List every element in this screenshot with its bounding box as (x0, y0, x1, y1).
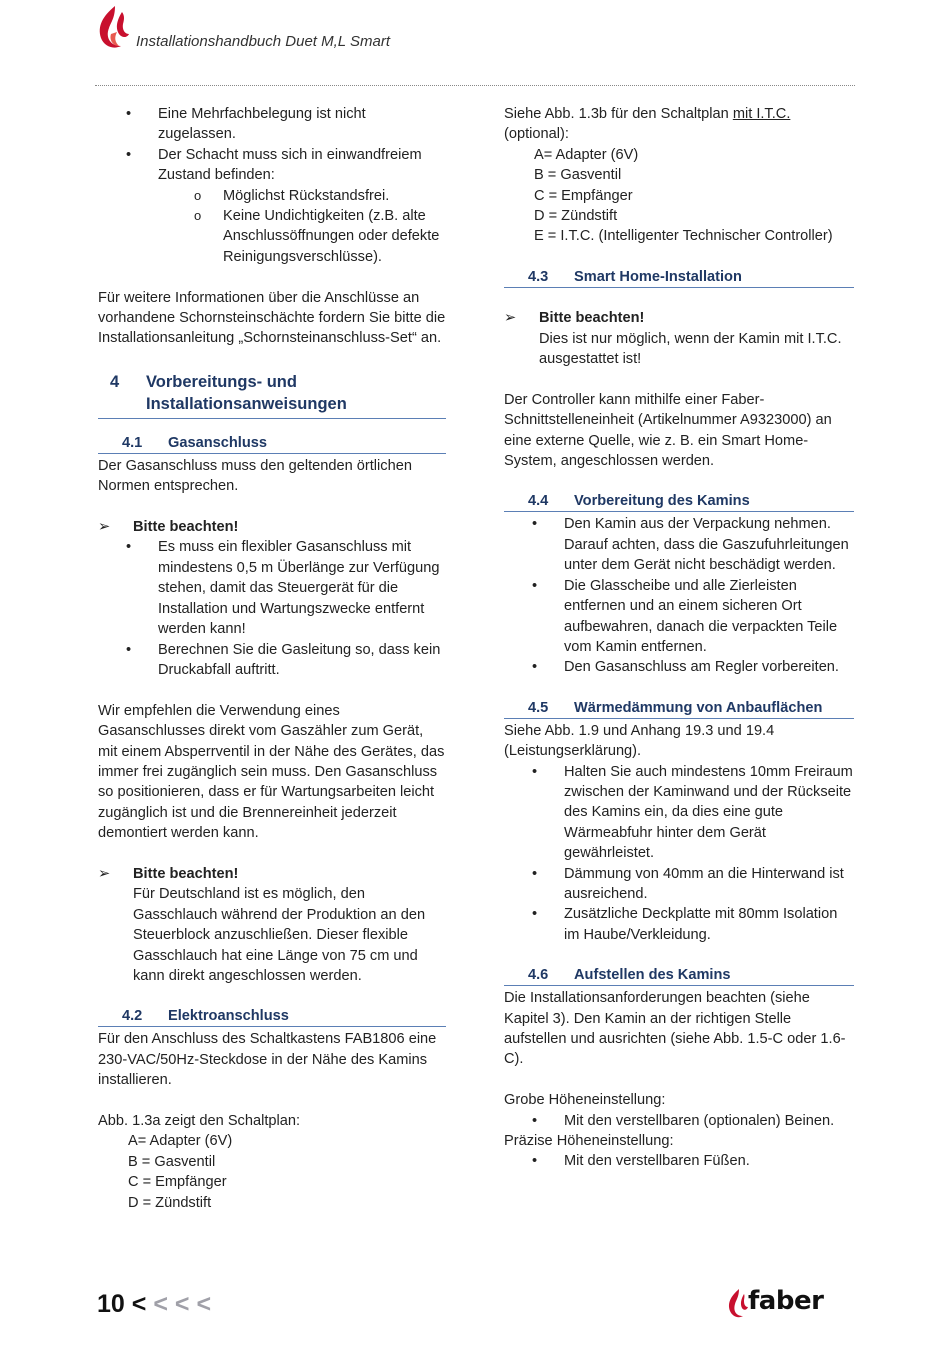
page-number-value: 10 (97, 1290, 125, 1318)
arrow-bullet-icon: ➢ (98, 865, 111, 882)
section-title: Vorbereitungs- und Installationsanweisungen (146, 372, 347, 413)
section-title: Wärmedämmung von Anbauflächen (574, 699, 823, 716)
gas-paragraph: Der Gasanschluss muss den geltenden örtlichen Normen entsprechen. (98, 457, 412, 495)
coarse-height-bullets (504, 1111, 854, 1131)
itc-intro-suffix: (optional): (504, 126, 569, 143)
list-item: • Halten Sie auch mindestens 10mm Freiraum zwischen der Kaminwand und der Rückseite des Kamins ein, da dies eine gute Wärmeabfuhr hinter dem Gerät gewährleistet. (504, 762, 854, 864)
itc-schema-list (504, 145, 854, 247)
list-item: • Die Glasscheibe und alle Zierleisten entfernen und an einem sicheren Ort aufbewahren, danach die verpackten Teile vom Kamin entfernen. (504, 576, 854, 658)
section-heading-4-2 (98, 1006, 446, 1027)
note-bullets (133, 537, 446, 680)
section-number: 4 (110, 372, 120, 391)
section-number: 4.3 (528, 268, 549, 285)
section-number: 4.1 (122, 434, 143, 451)
placement-paragraph: Die Installationsanforderungen beachten (siehe Kapitel 3). Den Kamin an der richtigen Stelle aufstellen und ausrichten (siehe Abb. 1.5-C oder 1.6-C). (504, 990, 846, 1068)
header-title: Installationshandbuch Duet M,L Smart (136, 33, 391, 50)
list-item: • Dämmung von 40mm an die Hinterwand ist ausreichend. (504, 864, 854, 905)
list-item: C = Empfänger (534, 187, 633, 204)
note-block (98, 864, 446, 986)
list-item: • Den Gasanschluss am Regler vorbereiten. (504, 657, 854, 677)
flame-logo-icon (95, 4, 133, 52)
section-number: 4.6 (528, 967, 549, 984)
itc-intro-text: Siehe Abb. 1.3b für den Schaltplan (504, 106, 733, 122)
list-item: • Der Schacht muss sich in einwandfreiem Zustand befinden: (98, 145, 446, 186)
section-heading-4-4 (504, 491, 854, 512)
section-title: Gasanschluss (168, 434, 267, 451)
chimney-bullets (98, 104, 446, 186)
electric-paragraph: Für den Anschluss des Schaltkastens FAB1806 eine 230-VAC/50Hz-Steckdose in der Nähe des Kamins installieren. (98, 1031, 437, 1089)
list-item: A= Adapter (6V) (128, 1133, 233, 1150)
note-block (504, 308, 854, 369)
section-heading-4-3 (504, 267, 854, 288)
right-column (504, 104, 854, 1172)
left-column (98, 104, 446, 1213)
coarse-height-label: Grobe Höheneinstellung: (504, 1092, 666, 1109)
section-title: Vorbereitung des Kamins (574, 493, 750, 510)
list-item: E = I.T.C. (Intelligenter Technischer Controller) (534, 228, 833, 245)
chimney-sub-bullets (98, 186, 446, 268)
section-heading-4-5 (504, 698, 854, 719)
list-item: • Eine Mehrfachbelegung ist nicht zugelassen. (98, 104, 446, 145)
list-item: A= Adapter (6V) (534, 146, 639, 163)
itc-intro (504, 104, 854, 145)
list-item: • Zusätzliche Deckplatte mit 80mm Isolation im Haube/Verkleidung. (504, 904, 854, 945)
list-item: o Keine Undichtigkeiten (z.B. alte Anschlussöffnungen oder defekte Reinigungsverschlüsse). (98, 206, 446, 267)
schema-intro: Abb. 1.3a zeigt den Schaltplan: (98, 1112, 301, 1129)
chevron-left-icon: < (131, 1290, 147, 1318)
section-title: Smart Home-Installation (574, 268, 742, 285)
section-number: 4.5 (528, 699, 549, 716)
list-item: D = Zündstift (128, 1194, 212, 1211)
list-item: D = Zündstift (534, 208, 618, 225)
itc-intro-link: mit I.T.C. (732, 106, 791, 122)
section-number: 4.4 (528, 493, 549, 510)
brand-wordmark: faber (748, 1286, 824, 1316)
note-title: Bitte beachten! (539, 310, 645, 327)
recommend-paragraph: Wir empfehlen die Verwendung eines Gasanschlusses direkt vom Gaszähler zum Gerät, mit einem Absperrventil in der Nähe des Gerätes, das immer frei zugänglich sein muss. Den Gasanschluss so positionieren, dass er für Wartungsarbeiten leicht zugänglich ist und die Brennereinheit jederzeit demontiert werden kann. (98, 702, 445, 842)
list-item: • Berechnen Sie die Gasleitung so, dass kein Druckabfall auftritt. (133, 640, 446, 681)
controller-paragraph: Der Controller kann mithilfe einer Faber-Schnittstelleneinheit (Artikelnummer A9323000) an eine externe Quelle, wie z. B. ein Smart Home-System, angeschlossen werden. (504, 391, 832, 470)
list-item: • Den Kamin aus der Verpackung nehmen. Darauf achten, dass die Gaszufuhrleitungen unter dem Gerät nicht beschädigt werden. (504, 514, 854, 575)
list-item: • Mit den verstellbaren (optionalen) Beinen. (504, 1111, 854, 1131)
note-block (98, 517, 446, 680)
arrow-bullet-icon: ➢ (98, 519, 111, 536)
chevron-left-icon: < (174, 1290, 190, 1318)
fine-height-label: Präzise Höheneinstellung: (504, 1133, 674, 1150)
chevron-left-icon: < (153, 1290, 168, 1318)
insulation-bullets (504, 762, 854, 946)
note-text: Für Deutschland ist es möglich, den Gasschlauch während der Produktion an den Steuerblock anzuschließen. Dieser flexible Gasschlauch hat eine Länge von 75 cm und kann direkt angeschlossen werden. (133, 886, 426, 984)
list-item: • Mit den verstellbaren Füßen. (504, 1151, 854, 1171)
section-title: Elektroanschluss (168, 1008, 289, 1025)
chevron-left-icon: < (196, 1290, 212, 1318)
list-item: B = Gasventil (534, 167, 622, 184)
section-title: Aufstellen des Kamins (574, 967, 731, 984)
section-heading-4-6 (504, 965, 854, 986)
list-item: o Möglichst Rückstandsfrei. (98, 186, 446, 206)
section-heading-4 (98, 371, 446, 419)
note-title: Bitte beachten! (133, 519, 239, 536)
faber-logo (726, 1288, 826, 1320)
schema-list (98, 1131, 446, 1213)
fine-height-bullets (504, 1151, 854, 1171)
faber-flame-logo-icon (726, 1288, 750, 1320)
insulation-paragraph: Siehe Abb. 1.9 und Anhang 19.3 und 19.4 (Leistungserklärung). (504, 722, 775, 760)
note-title: Bitte beachten! (133, 865, 239, 882)
note-text: Dies ist nur möglich, wenn der Kamin mit I.T.C. ausgestattet ist! (539, 330, 842, 368)
list-item: B = Gasventil (128, 1153, 216, 1170)
section-heading-4-1 (98, 433, 446, 454)
page-number (97, 1288, 211, 1320)
section-number: 4.2 (122, 1008, 143, 1025)
info-paragraph: Für weitere Informationen über die Anschlüsse an vorhandene Schornsteinschächte fordern Sie bitte die Installationsanleitung „Schornsteinanschluss-Set“ an. (98, 289, 446, 347)
list-item: C = Empfänger (128, 1174, 227, 1191)
header-divider (95, 85, 855, 86)
list-item: • Es muss ein flexibler Gasanschluss mit mindestens 0,5 m Überlänge zur Verfügung stehen, damit das Steuergerät für die Installation und Wartungszwecke entfernt werden kann! (133, 537, 446, 639)
arrow-bullet-icon: ➢ (504, 310, 517, 327)
preparation-bullets (504, 514, 854, 677)
